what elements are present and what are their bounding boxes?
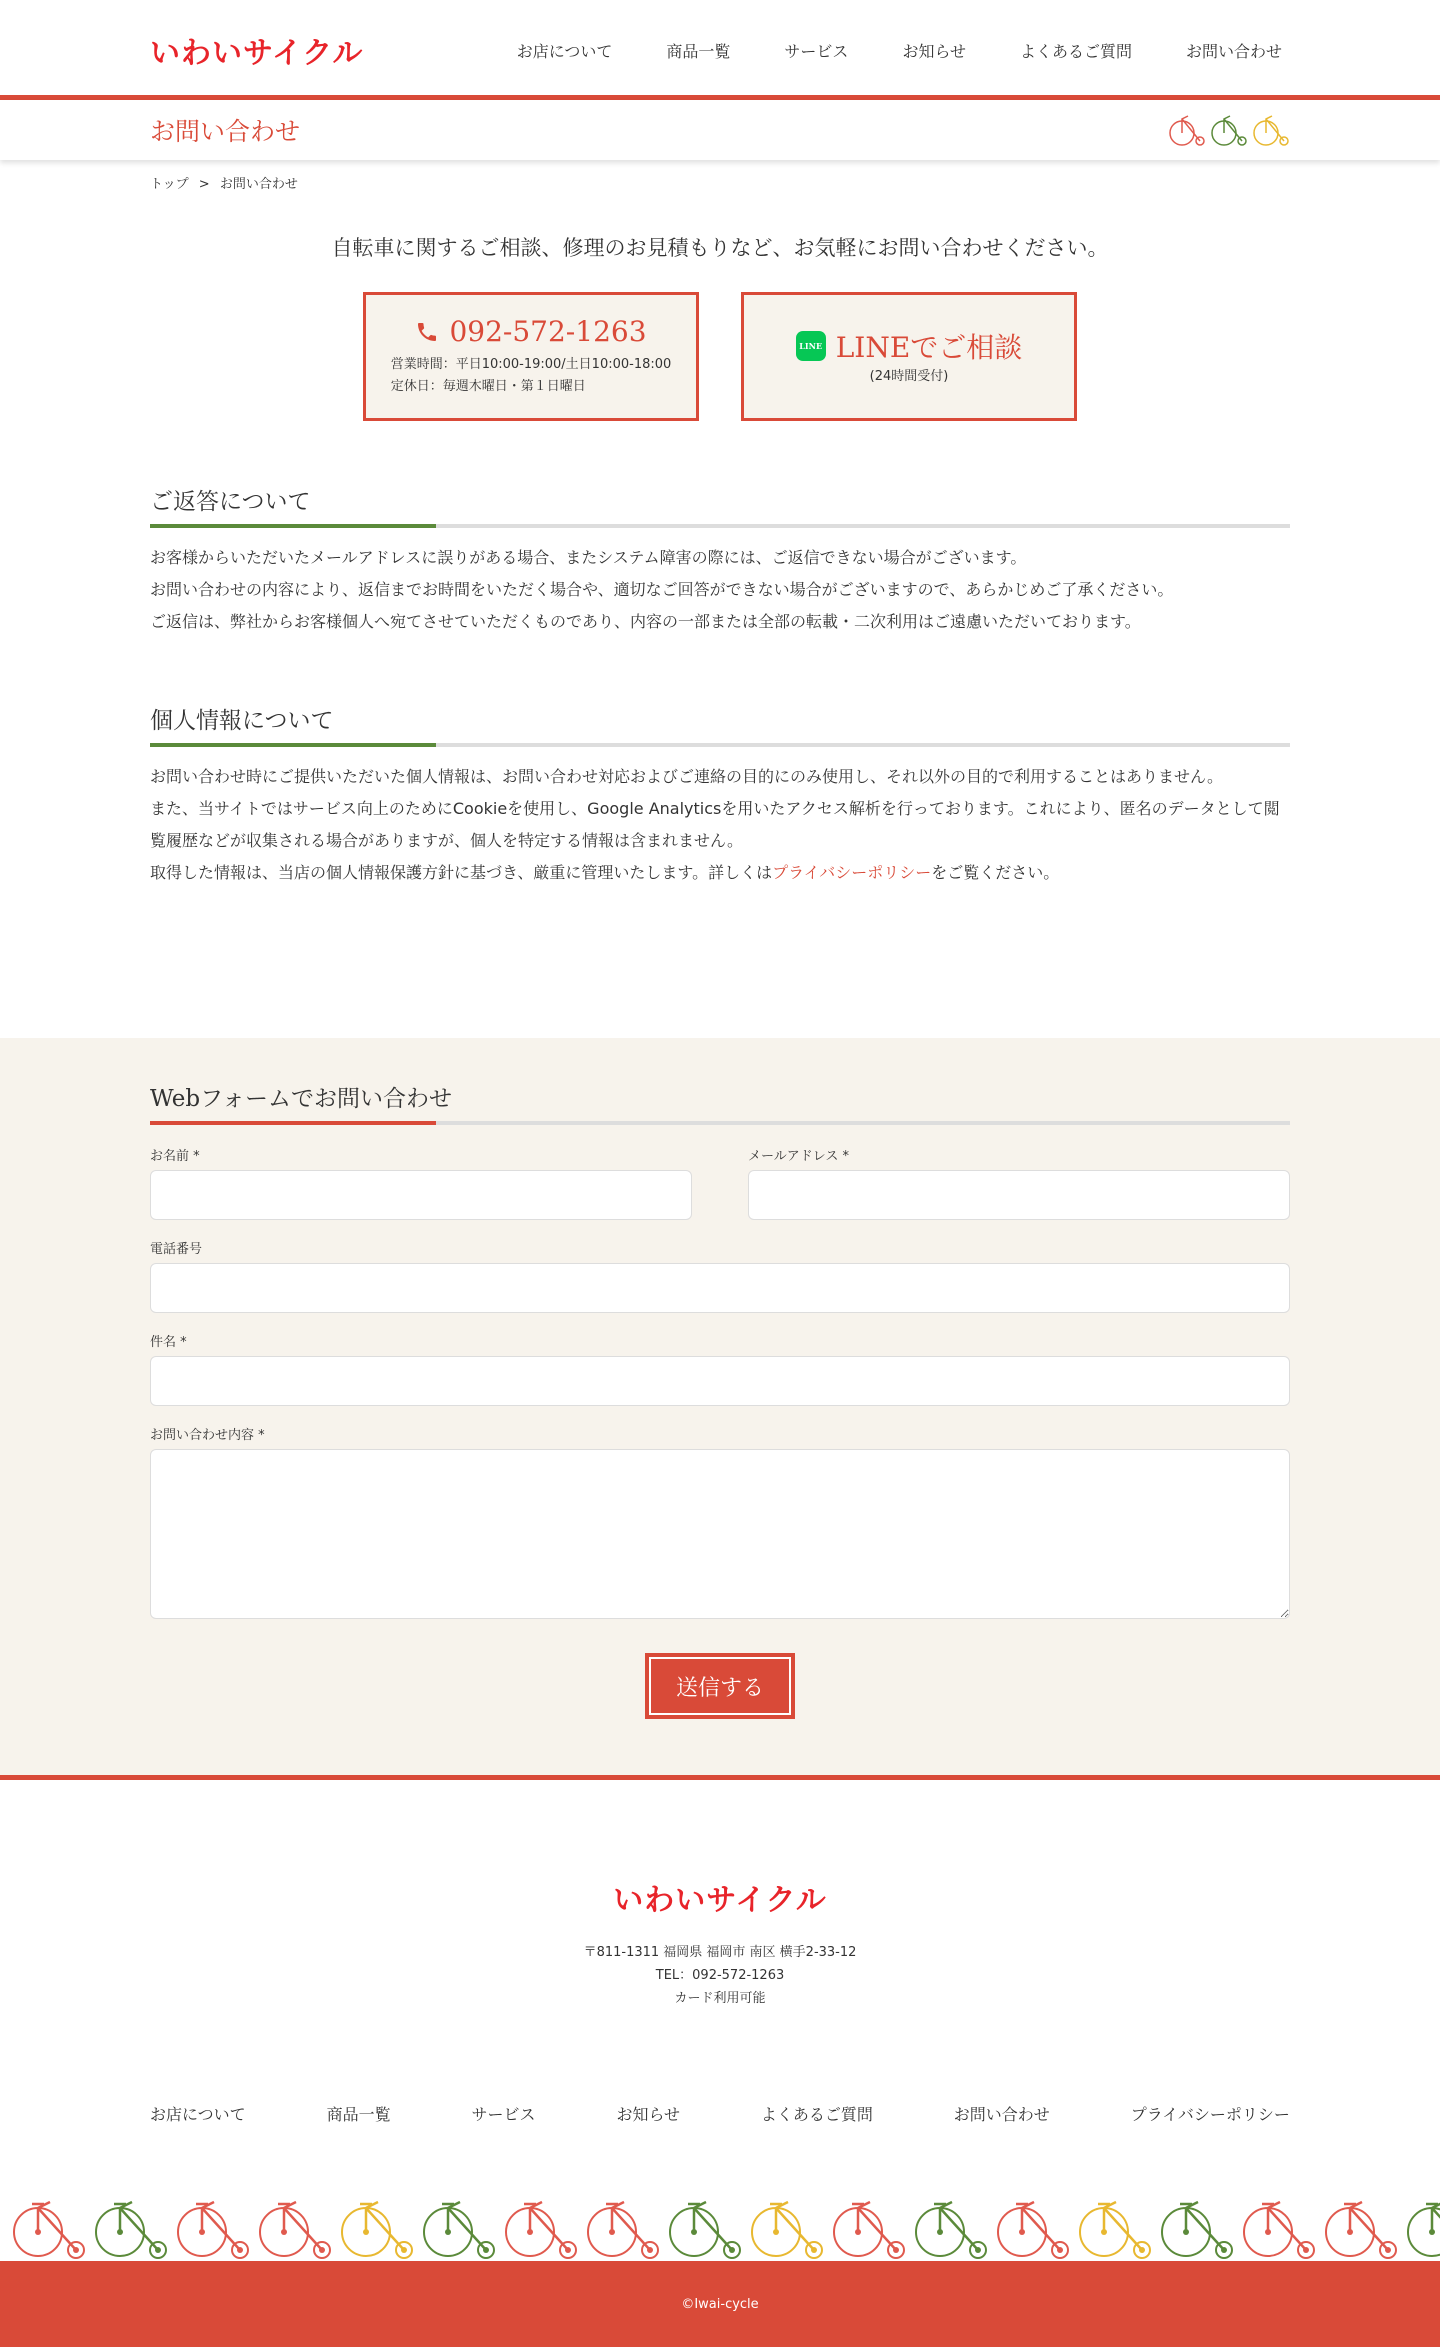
- submit-button[interactable]: 送信する: [645, 1653, 795, 1719]
- bike-icon: [506, 2202, 576, 2258]
- footer-nav-faq[interactable]: よくあるご質問: [760, 2105, 873, 2124]
- bike-icon: [670, 2202, 740, 2258]
- page-title-bar: [0, 100, 1440, 160]
- bike-icon: [588, 2202, 658, 2258]
- bike-icon: [96, 2202, 166, 2258]
- bike-icon: [1080, 2202, 1150, 2258]
- bike-icon: [1408, 2202, 1440, 2258]
- bike-icon: [1162, 2202, 1232, 2258]
- footer-nav-privacy[interactable]: プライバシーポリシー: [1130, 2105, 1290, 2124]
- bike-icon: [14, 2202, 84, 2258]
- nav-faq[interactable]: よくあるご質問: [1019, 41, 1132, 61]
- privacy-text-3a: 取得した情報は、当店の個人情報保護方針に基づき、厳重に管理いたします。詳しくは: [150, 863, 773, 882]
- privacy-policy-link[interactable]: プライバシーポリシー: [772, 863, 932, 882]
- bike-icon: [834, 2202, 904, 2258]
- section-rule: [150, 524, 1290, 528]
- global-nav: [517, 39, 1282, 62]
- reply-text-2: お問い合わせの内容により、返信までお時間をいただく場合や、適切なご回答ができない場合がございますので、あらかじめご了承ください。: [150, 580, 1174, 599]
- bike-icon: [1244, 2202, 1314, 2258]
- bike-icon: [342, 2202, 412, 2258]
- reply-text-3: ご返信は、弊社からお客様個人へ宛てさせていただくものであり、内容の一部または全部の転載・二次利用はご遠慮いただいております。: [150, 612, 1141, 631]
- phone-label: 電話番号: [150, 1242, 203, 1257]
- closed-days: 定休日：毎週木曜日・第１日曜日: [390, 379, 586, 394]
- contact-boxes: [150, 292, 1290, 421]
- privacy-text-3b: をご覧ください。: [931, 863, 1060, 882]
- subject-label: 件名 *: [150, 1335, 187, 1350]
- main-content: [0, 160, 1440, 889]
- bike-icon: [1252, 113, 1290, 147]
- site-header: [0, 0, 1440, 100]
- breadcrumb-separator: >: [198, 177, 210, 192]
- footer-nav: [150, 2102, 1290, 2125]
- reply-section-title: ご返答について: [150, 489, 311, 515]
- form-title: Webフォームでお問い合わせ: [150, 1086, 452, 1112]
- bike-pattern: [0, 2190, 1440, 2260]
- privacy-section: [150, 702, 1290, 889]
- bike-icon: [998, 2202, 1068, 2258]
- bike-decoration-small: [1168, 113, 1290, 147]
- privacy-section-title: 個人情報について: [150, 708, 334, 734]
- business-hours: 営業時間：平日10:00-19:00/土日10:00-18:00: [390, 357, 672, 372]
- nav-news[interactable]: お知らせ: [902, 41, 966, 61]
- nav-about[interactable]: お店について: [516, 41, 613, 61]
- nav-products[interactable]: 商品一覧: [666, 41, 731, 61]
- bike-icon: [1168, 113, 1206, 147]
- line-icon: LINE: [796, 331, 826, 361]
- message-textarea[interactable]: [150, 1449, 1290, 1619]
- footer-card: カード利用可能: [674, 1991, 766, 2006]
- footer-logo[interactable]: いわいサイクル: [613, 1883, 827, 1918]
- line-label: LINEでご相談: [835, 330, 1023, 364]
- message-label: お問い合わせ内容 *: [150, 1428, 265, 1443]
- bike-icon: [1210, 113, 1248, 147]
- email-input[interactable]: [748, 1170, 1290, 1220]
- line-box[interactable]: [741, 292, 1077, 421]
- reply-section: [150, 483, 1290, 638]
- bike-icon: [1326, 2202, 1396, 2258]
- footer-address: 〒811-1311 福岡県 福岡市 南区 横手2-33-12: [583, 1945, 857, 1960]
- footer-nav-service[interactable]: サービス: [471, 2105, 536, 2124]
- footer-nav-news[interactable]: お知らせ: [616, 2105, 680, 2124]
- breadcrumb-home[interactable]: トップ: [150, 177, 189, 192]
- reply-text-1: お客様からいただいたメールアドレスに誤りがある場合、またシステム障害の際には、ご返信できない場合がございます。: [150, 548, 1027, 567]
- line-note: (24時間受付): [869, 368, 949, 384]
- site-logo[interactable]: いわいサイクル: [150, 36, 364, 71]
- phone-number: 092-572-1263: [449, 315, 647, 348]
- breadcrumb-current: お問い合わせ: [219, 177, 298, 192]
- footer-tel: TEL：092-572-1263: [655, 1968, 785, 1983]
- footer-nav-contact[interactable]: お問い合わせ: [953, 2105, 1050, 2124]
- name-label: お名前 *: [150, 1149, 200, 1164]
- phone-input[interactable]: [150, 1263, 1290, 1313]
- email-label: メールアドレス *: [748, 1149, 849, 1164]
- section-rule: [150, 743, 1290, 747]
- footer-nav-about[interactable]: お店について: [150, 2105, 246, 2124]
- nav-contact[interactable]: お問い合わせ: [1185, 41, 1282, 61]
- footer-nav-products[interactable]: 商品一覧: [326, 2105, 391, 2124]
- section-rule: [150, 1121, 1290, 1125]
- web-form-section: [0, 1038, 1440, 1780]
- breadcrumb: [150, 160, 1290, 192]
- bike-pattern-row: [0, 2190, 1440, 2260]
- name-input[interactable]: [150, 1170, 692, 1220]
- phone-icon: [415, 320, 439, 344]
- bike-icon: [752, 2202, 822, 2258]
- privacy-text-1: お問い合わせ時にご提供いただいた個人情報は、お問い合わせ対応およびご連絡の目的にのみ使用し、それ以外の目的で利用することはありません。: [150, 767, 1223, 786]
- copyright: ©Iwai-cycle: [0, 2261, 1440, 2347]
- nav-service[interactable]: サービス: [784, 41, 849, 61]
- page-title: お問い合わせ: [150, 117, 301, 146]
- phone-box[interactable]: [363, 292, 699, 421]
- lead-text: 自転車に関するご相談、修理のお見積もりなど、お気軽にお問い合わせください。: [331, 236, 1109, 260]
- site-footer: [0, 1785, 1440, 2125]
- privacy-text-2: また、当サイトではサービス向上のためにCookieを使用し、Google Analyticsを用いたアクセス解析を行っております。これにより、匿名のデータとして閲覧履歴などが収集される場合がありますが、個人を特定する情報は含まれません。: [150, 799, 1280, 850]
- bike-icon: [916, 2202, 986, 2258]
- subject-input[interactable]: [150, 1356, 1290, 1406]
- footer-info: [0, 1941, 1440, 2010]
- bike-icon: [178, 2202, 248, 2258]
- bike-icon: [260, 2202, 330, 2258]
- bike-icon: [424, 2202, 494, 2258]
